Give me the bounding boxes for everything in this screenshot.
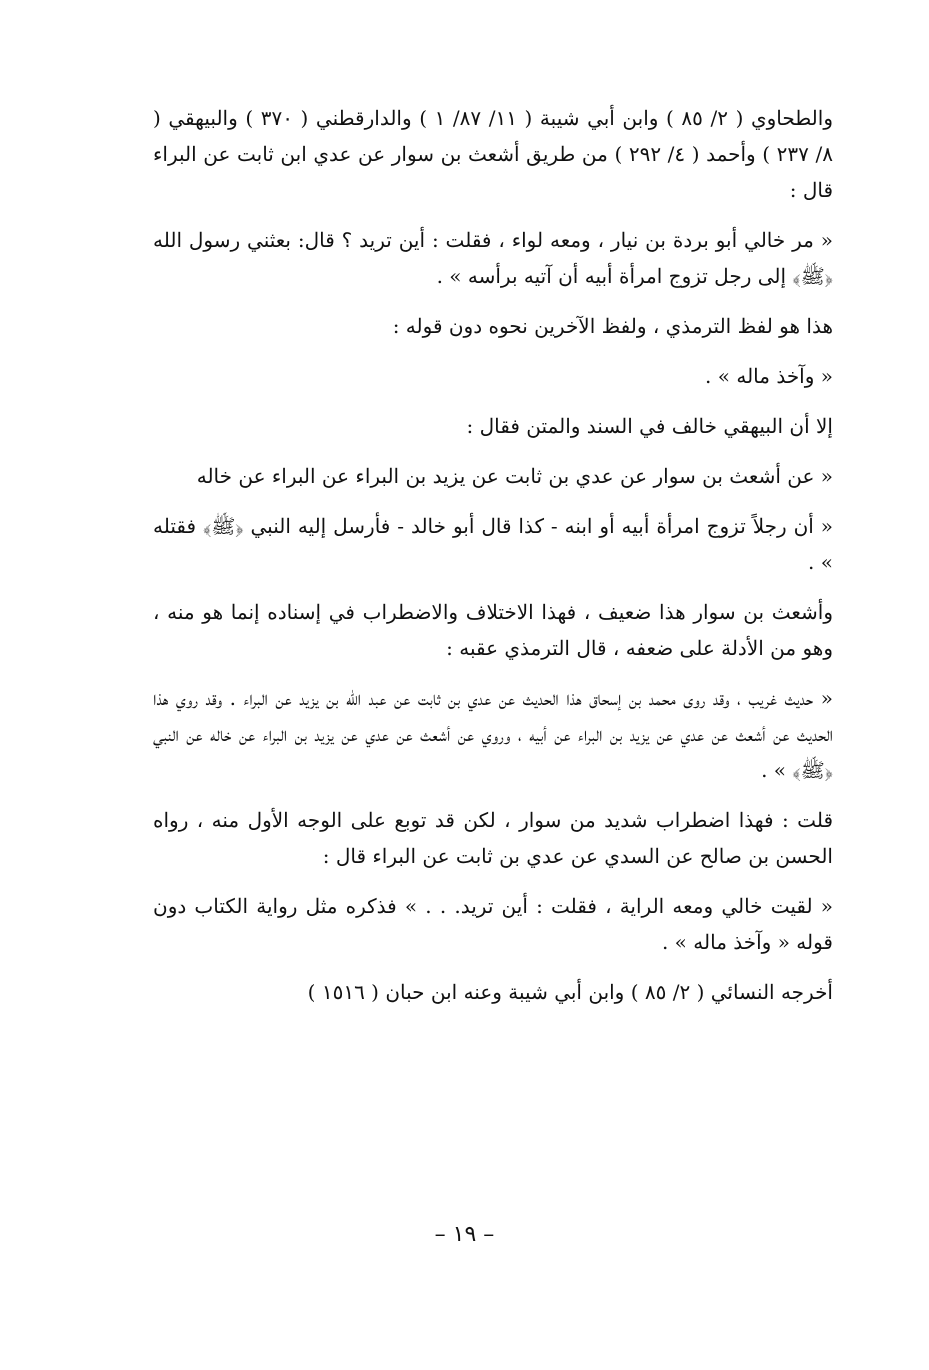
page-number: – ١٩ – bbox=[434, 1222, 495, 1247]
paragraph-12: أخرجه النسائي ( ٢/ ٨٥ ) وابن أبي شيبة وعنه ابن حبان ( ١٥١٦ ) bbox=[307, 980, 833, 1004]
paragraph-7: « أن رجلاً تزوج امرأة أبيه أو ابنه - كذا قال أبو خالد - فأرسل إليه النبي ﴿ﷺ﴾ فقتله » . bbox=[153, 514, 833, 574]
paragraph-1: والطحاوي ( ٢/ ٨٥ ) وابن أبي شيبة ( ١١/ ٨٧/ ١ ) والدارقطني ( ٣٧٠ ) والبيهقي ( ٨/ ٢٣٧ ) وأحمد ( ٤/ ٢٩٢ ) من طريق أشعث بن سوار عن عدي ابن ثابت عن البراء قال : bbox=[153, 106, 833, 202]
paragraph-3: هذا هو لفظ الترمذي ، ولفظ الآخرين نحوه دون قوله : bbox=[392, 314, 833, 338]
page-body bbox=[153, 100, 833, 1024]
paragraph-4: « وآخذ ماله » . bbox=[705, 364, 833, 388]
paragraph-11: « لقيت خالي ومعه الراية ، فقلت : أين تريد. . . » فذكره مثل رواية الكتاب دون قوله « وآخذ ماله » . bbox=[153, 894, 833, 954]
paragraph-5: إلا أن البيهقي خالف في السند والمتن فقال : bbox=[466, 414, 833, 438]
paragraph-2: « مر خالي أبو بردة بن نيار ، ومعه لواء ، فقلت : أين تريد ؟ قال: بعثني رسول الله ﴿ﷺ﴾ إلى رجل تزوج امرأة أبيه أن آتيه برأسه » . bbox=[153, 228, 834, 288]
paragraph-10: قلت : فهذا اضطراب شديد من سوار ، لكن قد توبع على الوجه الأول منه ، رواه الحسن بن صالح عن السدي عن عدي بن ثابت عن البراء قال : bbox=[153, 808, 833, 868]
paragraph-6: « عن أشعث بن سوار عن عدي بن ثابت عن يزيد بن البراء عن البراء عن خاله bbox=[196, 464, 833, 488]
paragraph-9: « حديث غريب ، وقد روى محمد بن إسحاق هذا الحديث عن عدي بن ثابت عن عبد الله بن يزيد عن البراء . وقد روي هذا الحديث عن أشعث عن عدي عن يزيد بن البراء عن أبيه ، وروي عن أشعث عن عدي عن يزيد بن البراء عن خاله عن النبي ﴿ﷺ﴾ » . bbox=[153, 686, 833, 782]
paragraph-8: وأشعث بن سوار هذا ضعيف ، فهذا الاختلاف والاضطراب في إسناده إنما هو منه ، وهو من الأدلة على ضعفه ، قال الترمذي عقبه : bbox=[153, 600, 833, 660]
